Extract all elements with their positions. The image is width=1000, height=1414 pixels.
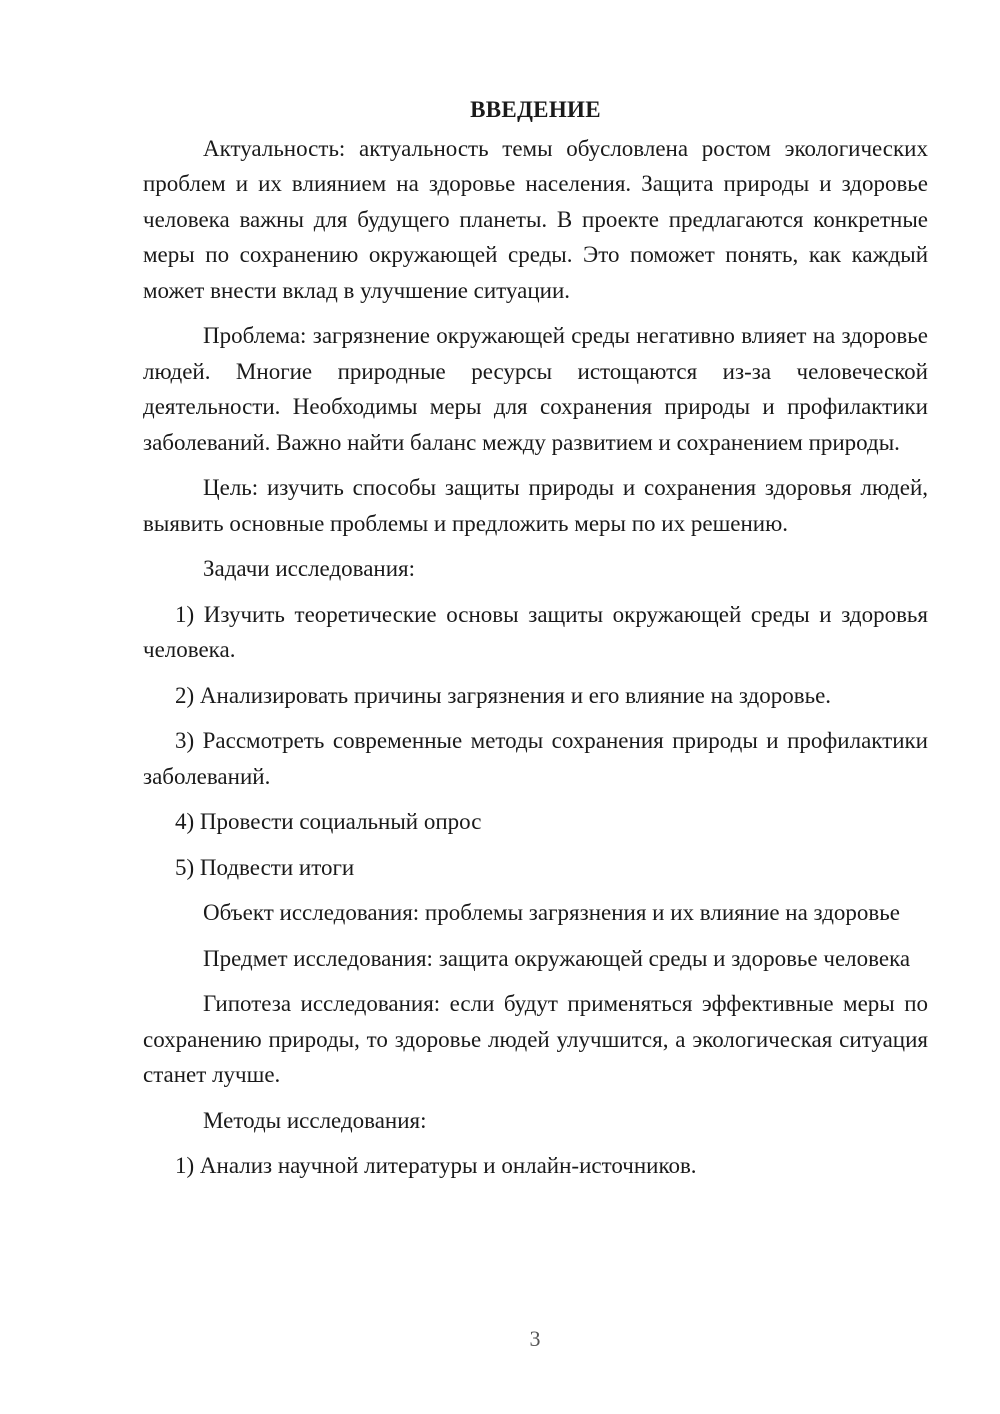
paragraph-relevance: Актуальность: актуальность темы обусловлена ростом экологических проблем и их влиянием на здоровье населения. Защита природы и здоровье человека важны для будущего планеты. В проекте предлагаются конкретные меры по сохранению окружающей среды. Это поможет понять, как каждый может внести вклад в улучшение ситуации.: [143, 135, 928, 303]
tasks-heading: Задачи исследования:: [203, 556, 416, 581]
paragraph-problem: Проблема: загрязнение окружающей среды негативно влияет на здоровье людей. Многие природные ресурсы истощаются из-за человеческой деятельности. Необходимы меры для сохранения природы и профилактики заболеваний. Важно найти баланс между развитием и сохранением природы.: [143, 323, 928, 455]
task-item-2: 2) Анализировать причины загрязнения и его влияние на здоровье.: [175, 682, 832, 708]
task-item-1: 1) Изучить теоретические основы защиты окружающей среды и здоровья человека.: [143, 601, 928, 662]
task-item-3: 3) Рассмотреть современные методы сохранения природы и профилактики заболеваний.: [143, 728, 928, 789]
paragraph-subject: Предмет исследования: защита окружающей среды и здоровье человека: [203, 945, 911, 971]
task-item-5: 5) Подвести итоги: [175, 854, 355, 880]
section-title: ВВЕДЕНИЕ: [470, 97, 601, 122]
page-content: [143, 92, 928, 1194]
paragraph-hypothesis: Гипотеза исследования: если будут применяться эффективные меры по сохранению природы, то здоровье людей улучшится, а экологическая ситуация станет лучше.: [143, 991, 928, 1087]
task-item-4: 4) Провести социальный опрос: [175, 809, 482, 834]
methods-heading: Методы исследования:: [203, 1107, 427, 1133]
page-number: 3: [529, 1326, 541, 1351]
paragraph-goal: Цель: изучить способы защиты природы и сохранения здоровья людей, выявить основные проблемы и предложить меры по их решению.: [143, 475, 928, 536]
method-item-1: 1) Анализ научной литературы и онлайн-источников.: [175, 1153, 697, 1178]
paragraph-object: Объект исследования: проблемы загрязнения и их влияние на здоровье: [203, 900, 900, 925]
